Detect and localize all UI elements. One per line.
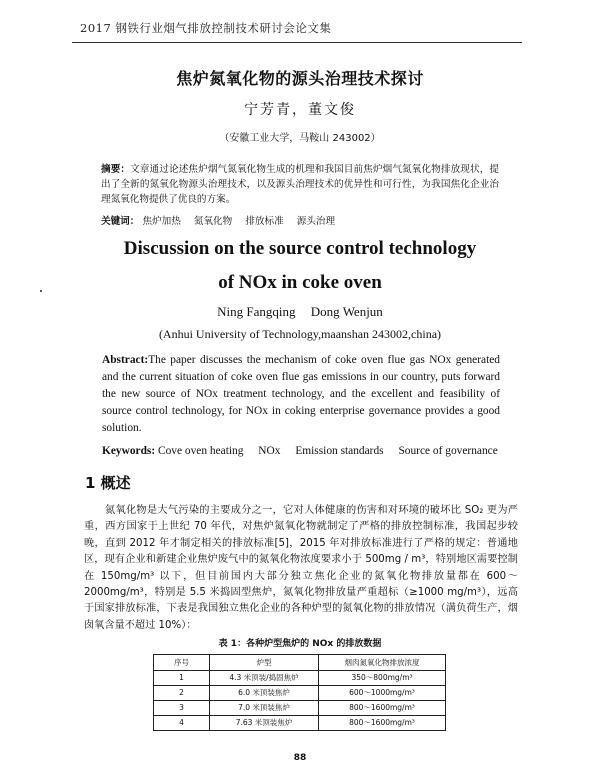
table-cell: 4.3 米顶装/捣固焦炉 [210,671,319,686]
page-column [0,68,600,731]
keyword-cn: 焦炉加热 [142,216,181,227]
table-cell: 2 [154,686,210,701]
abstract-en-text: The paper discusses the mechanism of coke oven flue gas NOx generated and the current situation of coke oven flue gas emissions in our country, puts forward the new source of NOx treatment technology, and the excellent and feasibility of source control technology, for NOx in coking enterprise governance provides a good solution. [102,354,500,434]
keyword-cn: 氮氧化物 [193,216,233,227]
keyword-en: Emission standards [295,445,384,457]
header-rule [72,42,522,43]
abstract-cn-label: 摘要： [101,164,131,175]
abstract-cn-text: 文章通过论述焦炉烟气氮氧化物生成的机理和我国目前焦炉烟气氮氧化物排放现状，提出了全新的氮氧化物源头治理技术，以及源头治理技术的优异性和可行性，为我国焦化企业治理氮氧化物提供了优良的方案。 [101,164,500,205]
keyword-cn: 排放标准 [245,216,284,227]
author-en: Ning Fangqing [217,304,296,319]
abstract-en-label: Abstract: [102,354,149,366]
header-cell: 序号 [154,655,210,671]
section-paragraph: 氮氧化物是大气污染的主要成分之一，它对人体健康的伤害和对环境的破坏比 SO₂ 更为严重，西方国家于上世纪 70 年代，对焦炉氮氧化物就制定了严格的排放控制标准，我国起步较晚，直到 2012 年才制定相关的排放标准[5]，2015 年对排放标准进行了严格的规定：普通地区，现有企业和新建企业焦炉废气中的氮氧化物浓度要求小于 500mg / m³，特别地区需要控制在 150mg/m³ 以下，但目前国内大部分独立焦化企业的氮氧化物排放量都在 600～2000mg/m³，特别是 5.5 米捣固型焦炉，氮氧化物排放量严重超标（≥1000 mg/m³），远高于国家排放标准，下表是我国独立焦化企业的各种炉型的氮氧化物的排放情况（满负荷生产，烟囱氧含量不超过 10%）： [84,505,518,631]
abstract-english [102,352,500,437]
keyword-en: NOx [258,445,281,457]
table-cell: 600～1000mg/m³ [319,686,446,701]
table-cell: 6.0 米顶装焦炉 [210,686,319,701]
table-caption: 表 1：各种炉型焦炉的 NOx 的排放数据 [218,639,382,650]
abstract-chinese [101,162,499,207]
scan-speck [40,290,42,292]
title-english-line1: Discussion on the source control technology [123,238,477,259]
table-cell: 350～800mg/m³ [319,671,446,686]
keywords-english [102,443,600,459]
table-cell: 800～1600mg/m³ [319,716,446,731]
authors-english [0,303,600,320]
table-row [154,701,446,716]
table-cell: 7.0 米顶装焦炉 [210,701,319,716]
keyword-en: Source of governance [398,445,498,457]
table-cell: 4 [154,716,210,731]
keywords-en-label: Keywords: [102,445,156,457]
author-en: Dong Wenjun [310,304,383,319]
header-cell: 烟肉氮氧化物排放浓度 [319,655,446,671]
keyword-en: Cove oven heating [158,445,244,457]
affiliation-chinese: （安徽工业大学，马鞍山 243002） [219,133,381,144]
table-cell: 800～1600mg/m³ [319,701,446,716]
title-english-line2: of NOx in coke oven [218,272,382,293]
affiliation-english: (Anhui University of Technology,maanshan 243002,china) [158,327,442,341]
keywords-chinese [101,215,600,229]
emission-table [153,654,446,731]
table-header-row [154,655,446,671]
authors-chinese: 宁芳青，董文俊 [244,102,356,118]
section-heading: 1 概述 [85,474,131,492]
table-cell: 1 [154,671,210,686]
keywords-cn-label: 关键词： [101,216,140,227]
running-header: 2017 钢铁行业烟气排放控制技术研讨会论文集 [80,21,332,35]
page-number: 88 [293,753,307,763]
table-row [154,686,446,701]
header-cell: 炉型 [210,655,319,671]
title-chinese: 焦炉氮氧化物的源头治理技术探讨 [176,69,424,88]
table-row [154,716,446,731]
table-cell: 3 [154,701,210,716]
table-cell: 7.63 米顶装焦炉 [210,716,319,731]
table-row [154,671,446,686]
keyword-cn: 源头治理 [296,216,336,227]
